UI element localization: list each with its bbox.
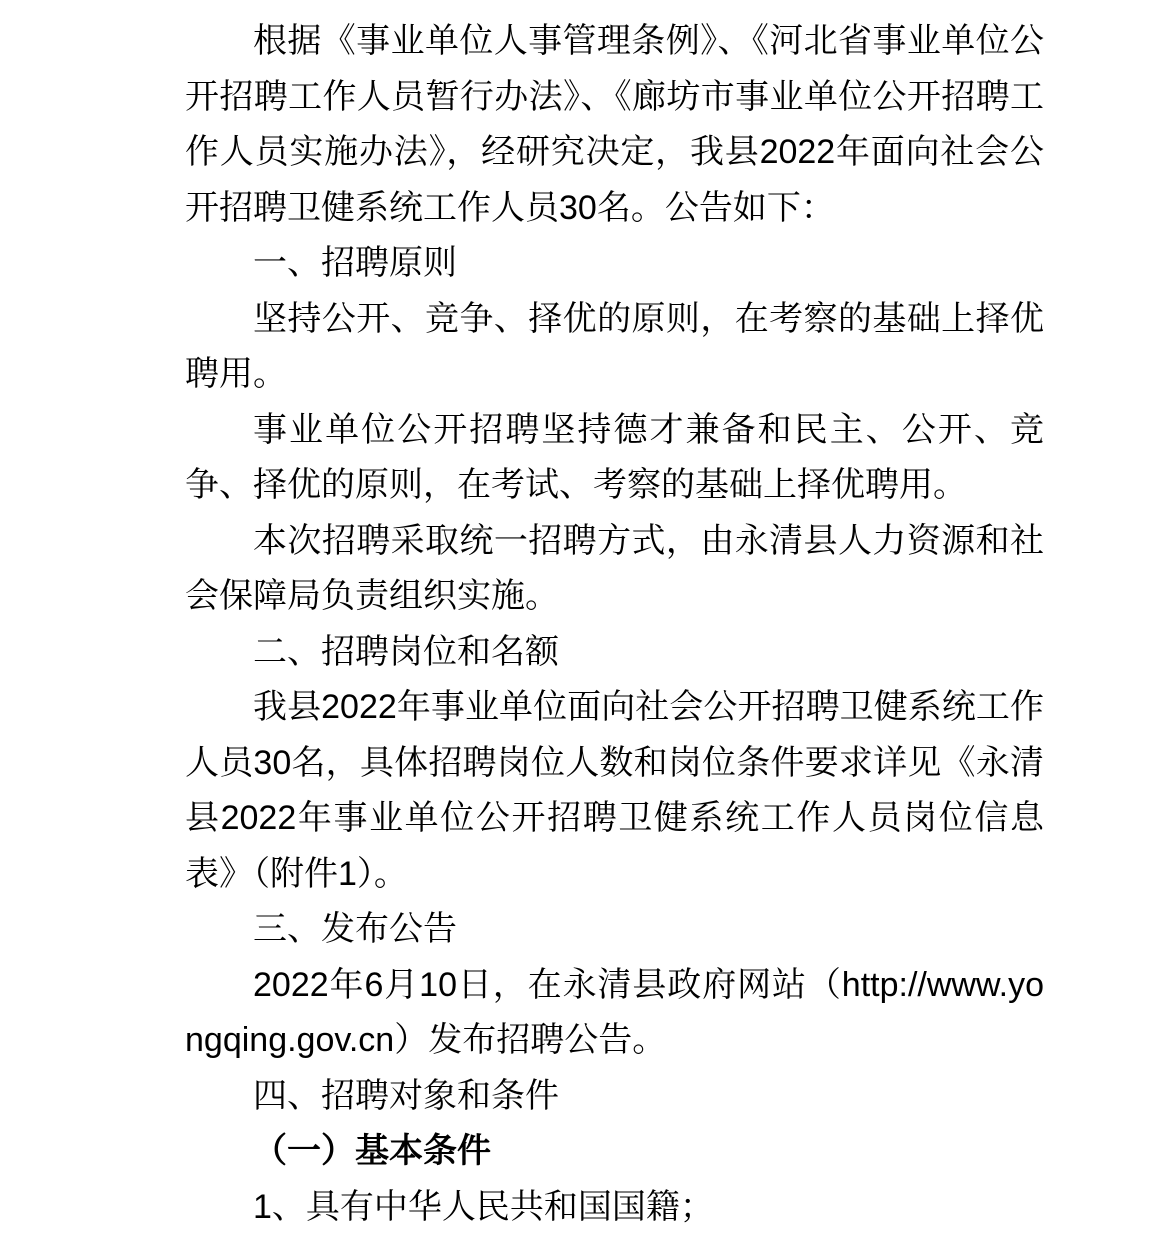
heading-section-2-positions: 二、招聘岗位和名额 bbox=[253, 632, 559, 671]
heading-section-4-conditions: 四、招聘对象和条件 bbox=[253, 1076, 559, 1115]
paragraph-publish-info: 2022年6月10日，在永清县政府网站（http://www.yongqing.gov.cn）发布招聘公告。 bbox=[185, 965, 1044, 1059]
heading-section-3-publish: 三、发布公告 bbox=[253, 910, 457, 948]
paragraph-organizer: 本次招聘采取统一招聘方式，由永清县人力资源和社会保障局负责组织实施。 bbox=[185, 521, 1044, 615]
paragraph-basis-intro: 根据《事业单位人事管理条例》、《河北省事业单位公开招聘工作人员暂行办法》、《廊坊市事业单位公开招聘工作人员实施办法》，经研究决定，我县2022年面向社会公开招聘卫健系统工作人员30名。公告如下： bbox=[185, 22, 1044, 227]
paragraph-principle-merit: 事业单位公开招聘坚持德才兼备和民主、公开、竞争、择优的原则，在考试、考察的基础上择优聘用。 bbox=[185, 410, 1044, 504]
subheading-basic-conditions: （一）基本条件 bbox=[253, 1132, 491, 1170]
paragraph-principle-open: 坚持公开、竞争、择优的原则，在考察的基础上择优聘用。 bbox=[185, 299, 1044, 393]
paragraph-positions-detail: 我县2022年事业单位面向社会公开招聘卫健系统工作人员30名，具体招聘岗位人数和岗位条件要求详见《永清县2022年事业单位公开招聘卫健系统工作人员岗位信息表》（附件1）。 bbox=[185, 688, 1044, 893]
heading-section-1-principles: 一、招聘原则 bbox=[253, 244, 457, 282]
paragraph-condition-1-nationality: 1、具有中华人民共和国国籍； bbox=[253, 1187, 714, 1226]
